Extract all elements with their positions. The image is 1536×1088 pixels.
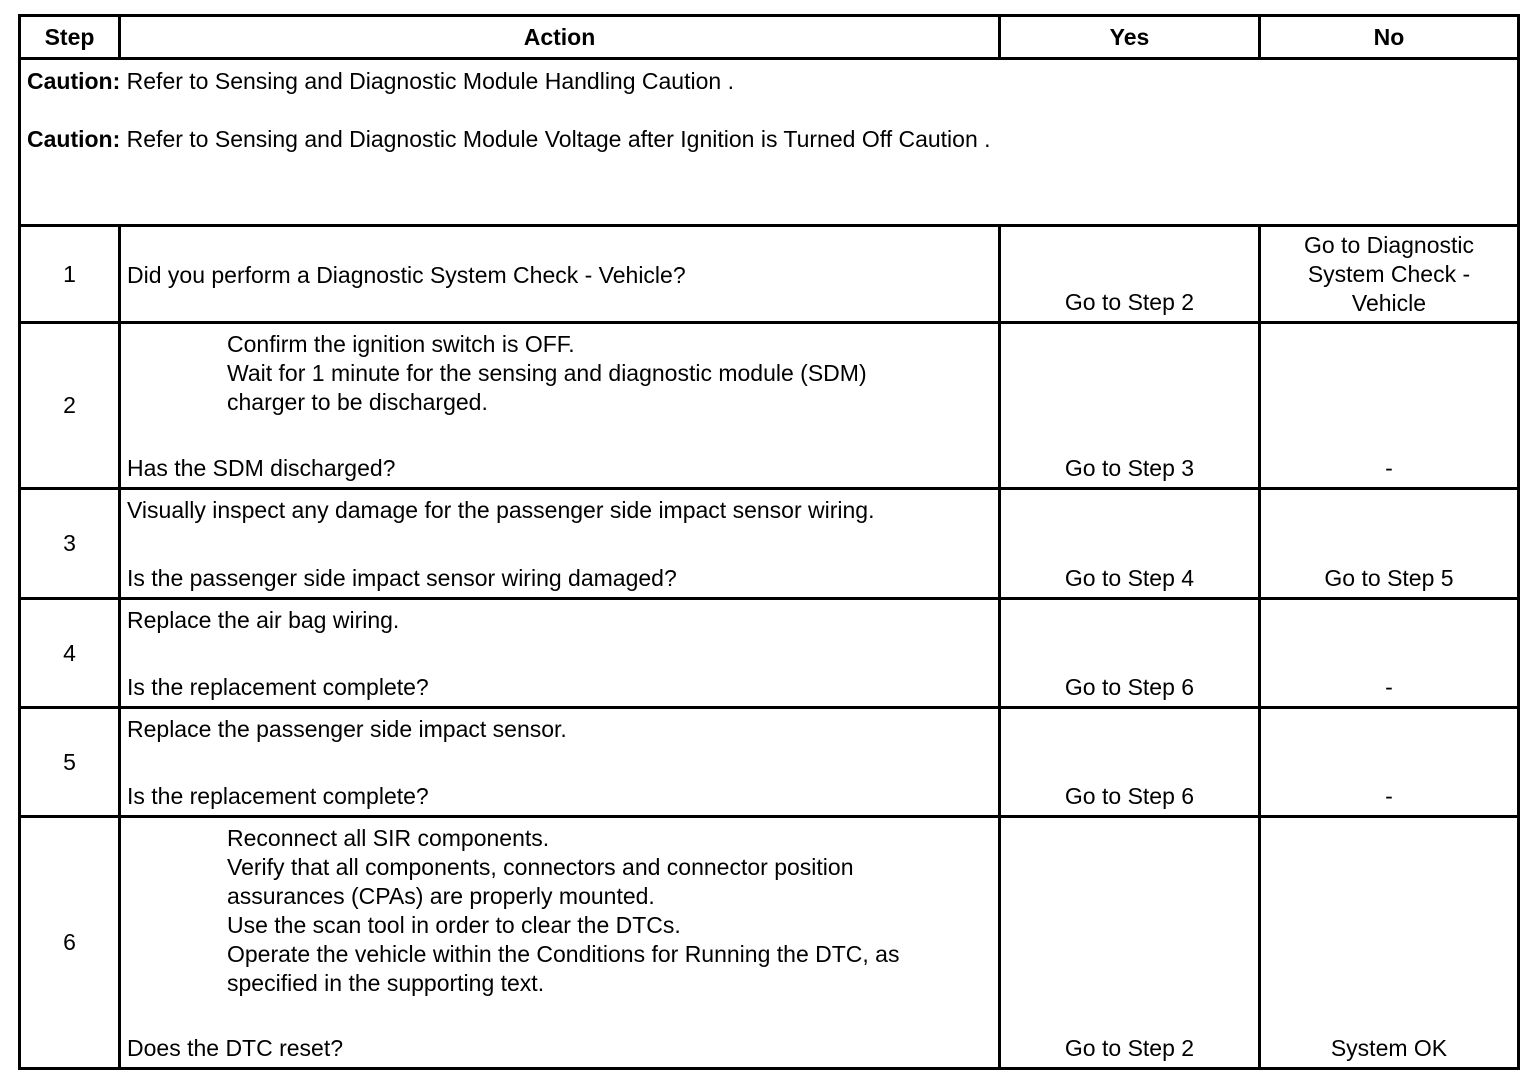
yes-text: Go to Step 2 <box>1064 1035 1195 1061</box>
no-text-line: System Check - <box>1307 261 1471 287</box>
action-line: Confirm the ignition switch is OFF. <box>227 331 575 357</box>
step-number: 2 <box>63 392 76 418</box>
no-text: - <box>1385 455 1393 481</box>
step-row-3 <box>21 490 1517 597</box>
action-cell <box>121 324 998 487</box>
no-cell <box>1261 818 1517 1067</box>
step-row-6 <box>21 818 1517 1067</box>
action-line: Use the scan tool in order to clear the DTCs. <box>227 912 681 938</box>
action-question: Does the DTC reset? <box>127 1035 344 1061</box>
caution-1 <box>27 68 734 95</box>
action-cell <box>121 490 998 597</box>
no-text: System OK <box>1330 1035 1448 1061</box>
header-row <box>21 17 1517 57</box>
action-line: specified in the supporting text. <box>227 970 545 996</box>
action-line: Operate the vehicle within the Conditions for Running the DTC, as <box>227 941 900 967</box>
header-no: No <box>1373 23 1405 50</box>
caution-text: Refer to Sensing and Diagnostic Module Voltage after Ignition is Turned Off Caution . <box>120 126 991 152</box>
action-question: Is the replacement complete? <box>127 674 429 700</box>
no-text: - <box>1385 783 1393 809</box>
action-question: Is the replacement complete? <box>127 783 429 809</box>
yes-cell <box>1001 818 1258 1067</box>
step-row-4 <box>21 600 1517 706</box>
caution-text: Refer to Sensing and Diagnostic Module Handling Caution . <box>120 68 734 94</box>
step-number: 3 <box>63 530 76 556</box>
header-action: Action <box>523 23 596 50</box>
action-cell <box>121 600 998 706</box>
no-text: - <box>1385 674 1393 700</box>
action-line: charger to be discharged. <box>227 389 488 415</box>
yes-text: Go to Step 2 <box>1064 289 1195 315</box>
no-text-line: Go to Diagnostic <box>1303 232 1475 258</box>
yes-text: Go to Step 6 <box>1064 783 1195 809</box>
action-question: Has the SDM discharged? <box>127 455 396 481</box>
action-cell <box>121 818 998 1067</box>
no-cell <box>1261 600 1517 706</box>
step-number: 5 <box>63 748 76 775</box>
action-line: Wait for 1 minute for the sensing and diagnostic module (SDM) <box>227 360 867 386</box>
yes-cell <box>1001 709 1258 815</box>
caution-label: Caution: <box>27 126 121 152</box>
action-cell <box>121 227 998 321</box>
action-text: Replace the air bag wiring. <box>127 607 400 633</box>
yes-text: Go to Step 6 <box>1064 674 1195 700</box>
step-row-2 <box>21 324 1517 487</box>
yes-cell <box>1001 600 1258 706</box>
no-cell <box>1261 709 1517 815</box>
diagnostic-table <box>18 14 1520 1070</box>
action-line: assurances (CPAs) are properly mounted. <box>227 883 655 909</box>
step-row-5 <box>21 709 1517 815</box>
step-number: 4 <box>63 639 76 666</box>
yes-text: Go to Step 4 <box>1064 565 1195 591</box>
caution-label: Caution: <box>27 68 121 94</box>
action-line: Reconnect all SIR components. <box>227 825 550 851</box>
step-number: 1 <box>63 260 76 287</box>
no-cell <box>1261 490 1517 597</box>
header-step: Step <box>44 23 95 50</box>
action-line: Verify that all components, connectors and connector position <box>227 854 854 880</box>
action-question: Is the passenger side impact sensor wiring damaged? <box>127 565 677 591</box>
no-cell <box>1261 324 1517 487</box>
header-yes: Yes <box>1109 23 1150 50</box>
action-cell <box>121 709 998 815</box>
no-cell <box>1261 227 1517 321</box>
yes-text: Go to Step 3 <box>1064 455 1195 481</box>
yes-cell <box>1001 227 1258 321</box>
yes-cell <box>1001 324 1258 487</box>
no-text: Go to Step 5 <box>1324 565 1454 591</box>
action-text: Did you perform a Diagnostic System Check - Vehicle? <box>127 262 686 288</box>
step-row-1 <box>21 227 1517 321</box>
step-number: 6 <box>63 929 76 955</box>
action-text: Visually inspect any damage for the passenger side impact sensor wiring. <box>127 497 875 523</box>
no-text-line: Vehicle <box>1351 290 1427 316</box>
yes-cell <box>1001 490 1258 597</box>
caution-2 <box>27 126 991 153</box>
action-text: Replace the passenger side impact sensor. <box>127 716 567 742</box>
caution-row <box>21 60 1517 224</box>
